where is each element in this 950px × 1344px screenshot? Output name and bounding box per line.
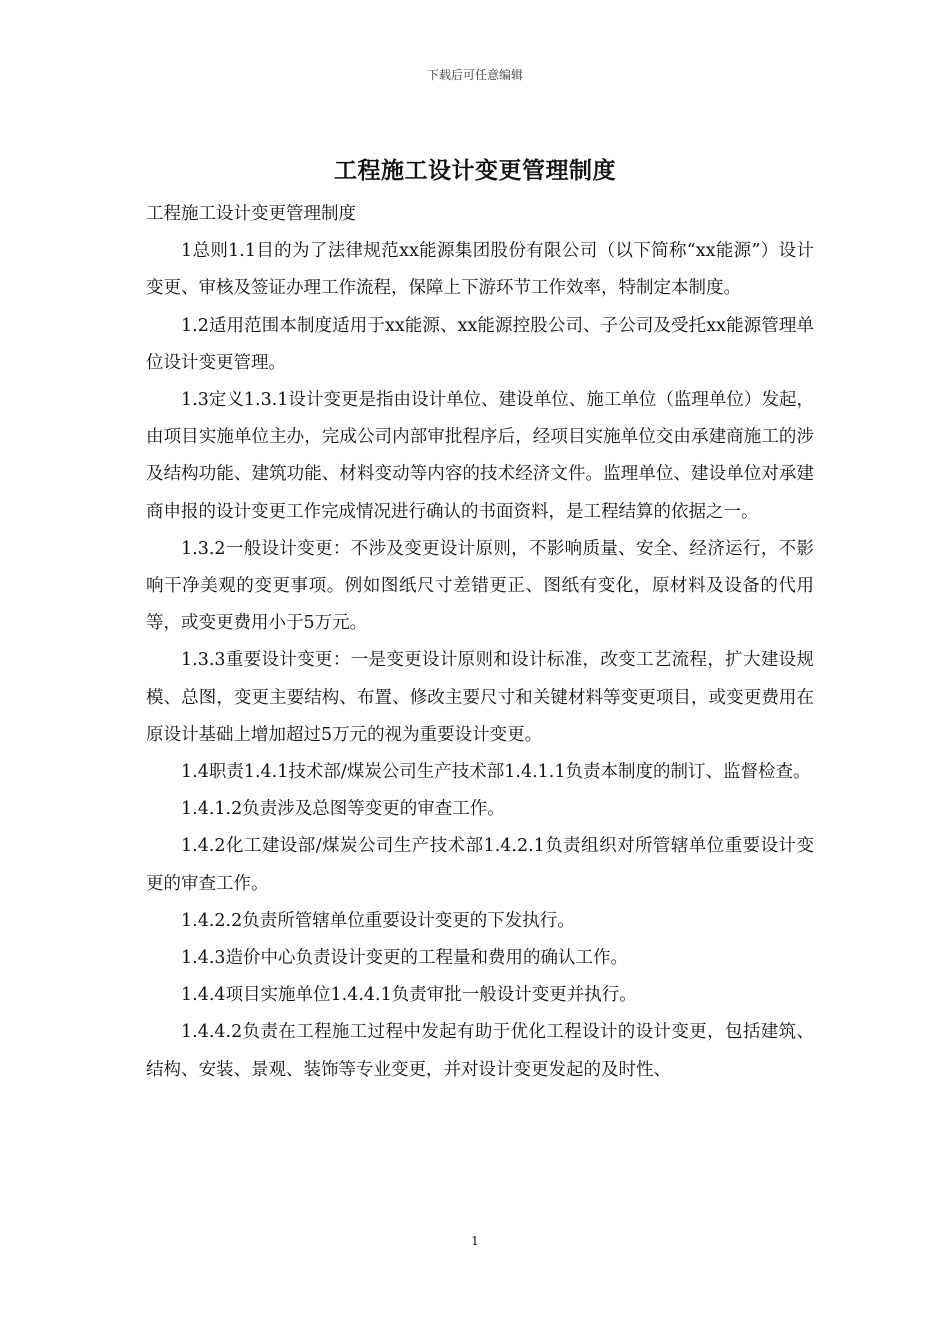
document-body [146,196,814,1089]
paragraph-definition: 1.3定义1.3.1设计变更是指由设计单位、建设单位、施工单位（监理单位）发起，由项目实施单位主办，完成公司内部审批程序后，经项目实施单位交由承建商施工的涉及结构功能、建筑功能、材料变动等内容的技术经济文件。监理单位、建设单位对承建商申报的设计变更工作完成情况进行确认的书面资料，是工程结算的依据之一。 [146,390,814,522]
paragraph-duties-project: 1.4.4项目实施单位1.4.4.1负责审批一般设计变更并执行。 [181,985,637,1006]
paragraph-general-purpose: 1总则1.1目的为了法律规范xx能源集团股份有限公司（以下简称“xx能源”）设计变更、审核及签证办理工作流程，保障上下游环节工作效率，特制定本制度。 [146,241,814,299]
page-header: 下载后可任意编辑 [426,68,523,82]
paragraph-duties-cost: 1.4.3造价中心负责设计变更的工程量和费用的确认工作。 [181,948,629,969]
paragraph-duties-initiate: 1.4.4.2负责在工程施工过程中发起有助于优化工程设计的设计变更，包括建筑、结构、安装、景观、装饰等专业变更，并对设计变更发起的及时性、 [146,1022,814,1080]
document-title: 工程施工设计变更管理制度 [334,158,616,184]
paragraph-general-change: 1.3.2一般设计变更：不涉及变更设计原则，不影响质量、安全、经济运行，不影响干净美观的变更事项。例如图纸尺寸差错更正、图纸有变化，原材料及设备的代用等，或变更费用小于5万元。 [146,538,814,634]
page-number: 1 [471,1234,479,1248]
paragraph-duties-general-layout: 1.4.1.2负责涉及总图等变更的审查工作。 [181,799,505,820]
paragraph-duties-tech: 1.4职责1.4.1技术部/煤炭公司生产技术部1.4.1.1负责本制度的制订、监督检查。 [181,762,811,783]
paragraph-duties-chem: 1.4.2化工建设部/煤炭公司生产技术部1.4.2.1负责组织对所管辖单位重要设计变更的审查工作。 [146,836,814,894]
document-subtitle: 工程施工设计变更管理制度 [146,204,356,224]
paragraph-major-change: 1.3.3重要设计变更：一是变更设计原则和设计标准，改变工艺流程，扩大建设规模、总图，变更主要结构、布置、修改主要尺寸和关键材料等变更项目，或变更费用在原设计基础上增加超过5万元的视为重要设计变更。 [146,650,814,745]
paragraph-scope: 1.2适用范围本制度适用于xx能源、xx能源控股公司、子公司及受托xx能源管理单位设计变更管理。 [146,315,814,373]
paragraph-duties-issue: 1.4.2.2负责所管辖单位重要设计变更的下发执行。 [181,910,575,931]
